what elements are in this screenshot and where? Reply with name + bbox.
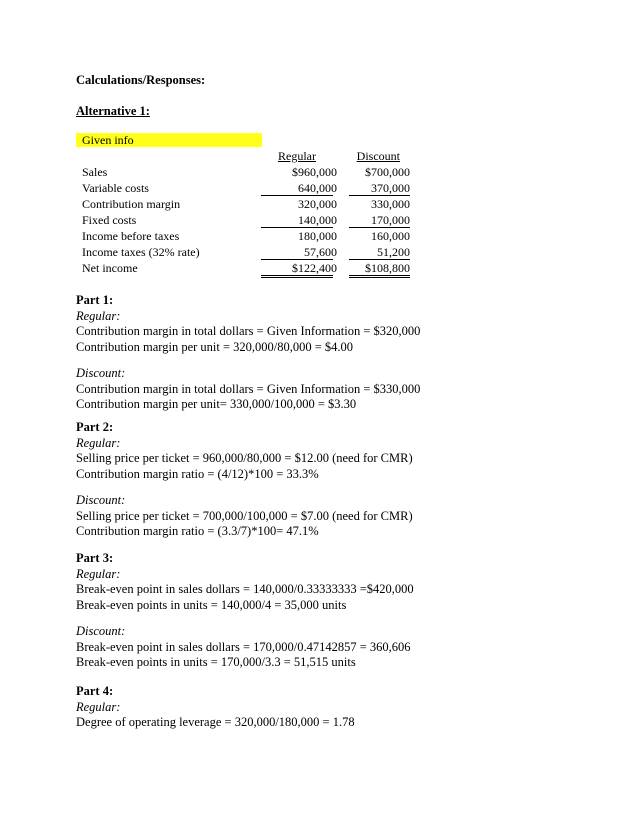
alternative-heading: Alternative 1: (76, 104, 150, 118)
total-rule (261, 275, 333, 276)
row-label: Sales (82, 165, 108, 179)
subtotal-rule (261, 259, 333, 260)
part-title: Part 3: (76, 551, 114, 565)
discount-value: 370,000 (371, 181, 410, 195)
subtotal-rule (261, 195, 333, 196)
row-label: Net income (82, 261, 138, 275)
calc-line: Contribution margin in total dollars = Given Information = $320,000 (76, 324, 421, 338)
part-2-section (76, 420, 596, 540)
calc-line: Break-even point in sales dollars = 170,000/0.47142857 = 360,606 (76, 639, 411, 654)
calc-line: Break-even point in sales dollars = 140,000/0.33333333 =$420,000 (76, 582, 414, 596)
regular-column-header: Regular (278, 149, 316, 163)
discount-value: $108,800 (365, 261, 410, 275)
discount-column-header: Discount (356, 149, 400, 163)
total-double-rule (349, 277, 410, 278)
block-label: Regular: (76, 699, 121, 714)
part-title: Part 1: (76, 293, 114, 307)
table-row (76, 180, 416, 196)
row-label: Income taxes (32% rate) (82, 245, 200, 259)
table-row (76, 212, 416, 228)
table-header-row (76, 148, 416, 164)
row-label: Fixed costs (82, 213, 137, 227)
regular-value: 180,000 (298, 229, 337, 243)
block-label: Regular: (76, 308, 121, 323)
block-label: Regular: (76, 566, 121, 581)
calc-line: Break-even points in units = 140,000/4 = 35,000 units (76, 597, 347, 612)
discount-value: $700,000 (365, 165, 410, 179)
part-title: Part 4: (76, 684, 114, 698)
calc-line: Contribution margin ratio = (3.3/7)*100= 47.1% (76, 524, 319, 538)
part-title: Part 2: (76, 420, 114, 434)
calc-line: Contribution margin ratio = (4/12)*100 = 33.3% (76, 466, 319, 481)
calc-line: Selling price per ticket = 960,000/80,000 = $12.00 (need for CMR) (76, 451, 413, 465)
discount-value: 160,000 (371, 229, 410, 243)
regular-value: 140,000 (298, 213, 337, 227)
regular-value: 640,000 (298, 181, 337, 195)
subtotal-rule (349, 259, 410, 260)
table-row (76, 228, 416, 244)
row-label: Contribution margin (82, 197, 181, 211)
subtotal-rule (349, 195, 410, 196)
calc-line: Degree of operating leverage = 320,000/180,000 = 1.78 (76, 715, 355, 729)
table-row (76, 164, 416, 180)
calculations-heading: Calculations/Responses: (76, 73, 206, 87)
subtotal-rule (261, 227, 333, 228)
part-4-section (76, 684, 596, 731)
given-info-highlight: Given info (76, 133, 262, 147)
row-label: Income before taxes (82, 229, 180, 243)
calc-line: Break-even points in units = 170,000/3.3 = 51,515 units (76, 655, 356, 669)
regular-value: 57,600 (304, 245, 337, 259)
discount-value: 51,200 (377, 245, 410, 259)
part-3-section (76, 551, 596, 671)
total-double-rule (261, 277, 333, 278)
table-row (76, 244, 416, 260)
block-label: Discount: (76, 493, 126, 507)
row-label: Variable costs (82, 181, 149, 195)
total-rule (349, 275, 410, 276)
table-row (76, 260, 416, 276)
regular-value: $960,000 (292, 165, 337, 179)
calc-line: Contribution margin in total dollars = Given Information = $330,000 (76, 381, 421, 396)
regular-value: 320,000 (298, 197, 337, 211)
calc-line: Contribution margin per unit= 330,000/100,000 = $3.30 (76, 397, 357, 411)
part-1-section (76, 293, 596, 413)
subtotal-rule (349, 227, 410, 228)
calc-line: Selling price per ticket = 700,000/100,000 = $7.00 (need for CMR) (76, 508, 413, 523)
calc-line: Contribution margin per unit = 320,000/80,000 = $4.00 (76, 339, 354, 354)
block-label: Discount: (76, 624, 126, 638)
discount-value: 170,000 (371, 213, 410, 227)
regular-value: $122,400 (292, 261, 337, 275)
discount-value: 330,000 (371, 197, 410, 211)
block-label: Regular: (76, 435, 121, 450)
block-label: Discount: (76, 366, 126, 380)
table-row (76, 196, 416, 212)
income-statement-table (76, 148, 416, 276)
